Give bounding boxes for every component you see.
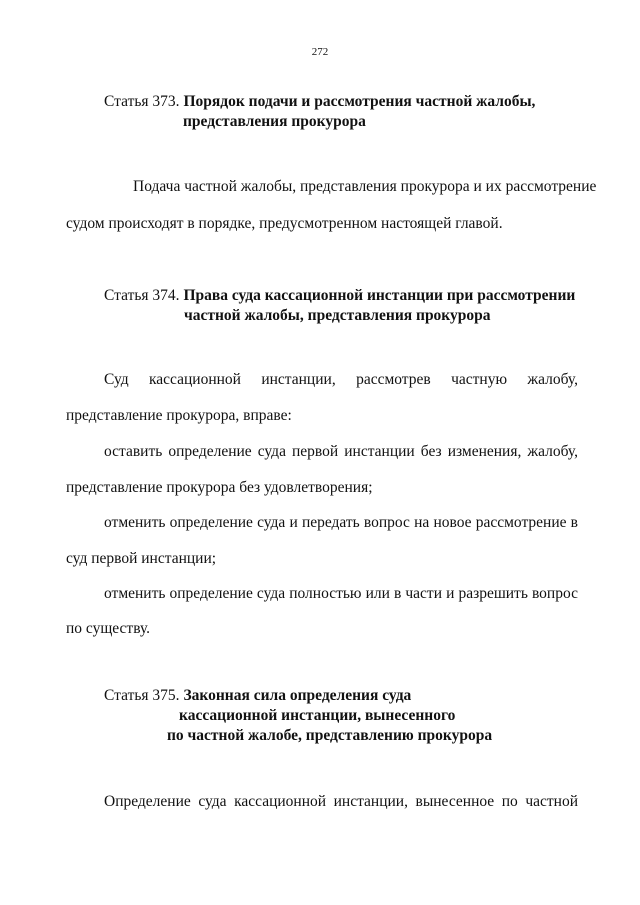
article-374-title-line2: частной жалобы, представления прокурора [184,307,491,324]
article-373-label: Статья 373. [104,93,180,110]
article-374-intro-line2: представление прокурора, вправе: [66,407,292,424]
article-375-heading [104,686,492,746]
article-375-title-line2: кассационной инстанции, вынесенного [179,707,456,724]
article-374-item2-line2: суд первой инстанции; [66,550,217,567]
article-374-heading [104,286,575,326]
article-375-title-line3: по частной жалобе, представлению прокурора [167,727,493,744]
article-373-paragraph-line2: судом происходят в порядке, предусмотренном настоящей главой. [66,215,503,232]
article-374-label: Статья 374. [104,287,180,304]
article-374-item3-line2: по существу. [66,620,151,637]
article-373-paragraph-line1: Подача частной жалобы, представления прокурора и их рассмотрение [133,178,597,195]
article-374-intro-line1: Суд кассационной инстанции, рассмотрев частную жалобу, [104,371,578,388]
article-374-title-line1: Права суда кассационной инстанции при рассмотрении [183,287,576,304]
article-374-item3-line1: отменить определение суда полностью или в части и разрешить вопрос [104,585,578,602]
article-375-label: Статья 375. [104,687,180,704]
article-375-paragraph-line1: Определение суда кассационной инстанции, вынесенное по частной [104,793,578,810]
page-number: 272 [311,46,329,58]
article-373-title-line2: представления прокурора [183,113,366,130]
article-373-title-line1: Порядок подачи и рассмотрения частной жалобы, [183,93,536,110]
article-375-title-line1: Законная сила определения суда [183,687,412,704]
article-374-item2-line1: отменить определение суда и передать вопрос на новое рассмотрение в [104,514,578,531]
article-374-item1-line1: оставить определение суда первой инстанции без изменения, жалобу, [104,443,578,460]
article-374-item1-line2: представление прокурора без удовлетворения; [66,479,373,496]
article-373-heading [104,92,535,132]
